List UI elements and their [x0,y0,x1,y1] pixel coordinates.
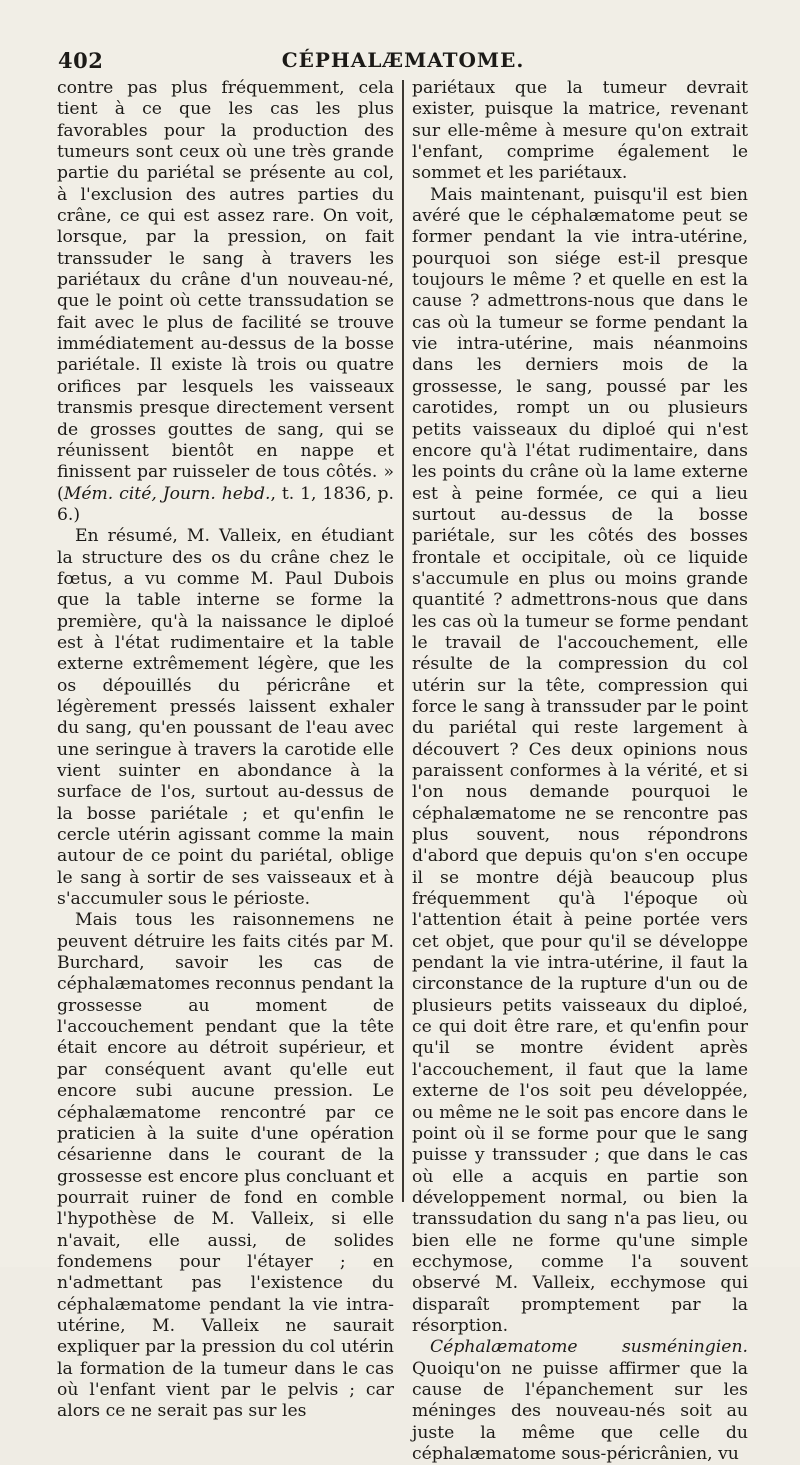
left-column [57,78,394,1422]
left-paragraph-1-text: contre pas plus fréquemment, cela tient à ce que les cas les plus favorables pour la production des tumeurs sont ceux où une très grande partie du pariétal se présente au col, à l'exclusion des autres parties du crâne, ce qui est assez rare. On voit, lorsque, par la pression, on fait transsuder le sang à travers les pariétaux du crâne d'un nouveau-né, que le point où cette transsudation se fait avec le plus de facilité se trouve immédiatement au-dessus de la bosse pariétale. Il existe là trois ou quatre orifices par lesquels les vaisseaux transmis presque directement versent de grosses gouttes de sang, qui se réunissent bientôt en nappe et finissent par ruisseler de tous côtés. » ( [57,78,394,504]
left-paragraph-1 [57,78,394,526]
column-divider [402,80,404,1202]
citation-end: , t. 1, 1836, p. 6.) [57,483,394,525]
right-paragraph-2: Mais maintenant, puisqu'il est bien avéré que le céphalæmatome peut se former pendant la vie intra-utérine, pourquoi son siége est-il presque toujours le même ? et quelle en est la cause ? admettrons-nous que dans le cas où la tumeur se forme pendant la vie intra-utérine, mais néanmoins dans les derniers mois de la grossesse, le sang, poussé par les carotides, rompt un ou plusieurs petits vaisseaux du diploé qui n'est encore qu'à l'état rudimentaire, dans les points du crâne où la lame externe est à peine formée, ce qui a lieu surtout au-dessus de la bosse pariétale, sur les côtés des bosses frontale et occipitale, où ce liquide s'accumule en plus ou moins grande quantité ? admettrons-nous que dans les cas où la tumeur se forme pendant le travail de l'accouchement, elle résulte de la compression du col utérin sur la tête, compression qui force le sang à transsuder par le point du pariétal qui reste largement à découvert ? Ces deux opinions nous paraissent conformes à la vérité, et si l'on nous demande pourquoi le céphalæmatome ne se rencontre pas plus souvent, nous répondrons d'abord que depuis qu'on s'en occupe il se montre déjà beaucoup plus fréquemment qu'à l'époque où l'attention était à peine portée vers cet objet, que pour qu'il se développe pendant la vie intra-utérine, il faut la circonstance de la rupture d'un ou de plusieurs petits vaisseaux du diploé, ce qui doit être rare, et qu'enfin pour qu'il se montre évident après l'accouchement, il faut que la lame externe de l'os soit peu développée, ou même ne le soit pas encore dans le point où il se forme pour que le sang puisse y transsuder ; que dans le cas où elle a acquis en partie son développement normal, ou bien la transsudation du sang n'a pas lieu, ou bien elle ne forme qu'une simple ecchymose, comme l'a souvent observé M. Valleix, ecchymose qui disparaît promptement par la résorption. [412,184,748,1336]
right-paragraph-3 [412,1337,748,1465]
right-paragraph-1: pariétaux que la tumeur devrait exister, puisque la matrice, revenant sur elle-même à mesure qu'on extrait l'enfant, comprime également le sommet et les pariétaux. [412,78,748,184]
page-number: 402 [58,48,104,73]
left-paragraph-3: Mais tous les raisonnemens ne peuvent détruire les faits cités par M. Burchard, savoir les cas de céphalæmatomes reconnus pendant la grossesse au moment de l'accouchement pendant que la tête était encore au détroit supérieur, et par conséquent avant qu'elle eut encore subi aucune pression. Le céphalæmatome rencontré par ce praticien à la suite d'une opération césarienne dans le courant de la grossesse est encore plus concluant et pourrait ruiner de fond en comble l'hypothèse de M. Valleix, si elle n'avait, elle aussi, de solides fondemens pour l'étayer ; en n'admettant pas l'existence du céphalæmatome pendant la vie intra-utérine, M. Valleix ne saurait expliquer par la pression du col utérin la formation de la tumeur dans le cas où l'enfant vient par le pelvis ; car alors ce ne serait pas sur les [57,910,394,1422]
left-paragraph-2: En résumé, M. Valleix, en étudiant la structure des os du crâne chez le fœtus, a vu comme M. Paul Dubois que la table interne se forme la première, qu'à la naissance le diploé est à l'état rudimentaire et la table externe extrêmement légère, que les os dépouillés du péricrâne et légèrement pressés laissent exhaler du sang, qu'en poussant de l'eau avec une seringue à travers la carotide elle vient suinter en abondance à la surface de l'os, surtout au-dessus de la bosse pariétale ; et qu'enfin le cercle utérin agissant comme la main autour de ce point du pariétal, oblige le sang à sortir de ses vaisseaux et à s'accumuler sous le périoste. [57,526,394,910]
section-heading-italic: Céphalæmatome susméningien. [430,1337,748,1358]
running-title: CÉPHALÆMATOME. [281,48,525,72]
right-column [412,78,748,1464]
right-paragraph-3-text: Quoiqu'on ne puisse affirmer que la cause de l'épanchement sur les méninges des nouveau-nés soit au juste la même que celle du céphalæmatome sous-péricrânien, vu [412,1358,748,1464]
citation-italic: Mém. cité, Journ. hebd. [63,483,271,504]
page-header [58,48,748,76]
